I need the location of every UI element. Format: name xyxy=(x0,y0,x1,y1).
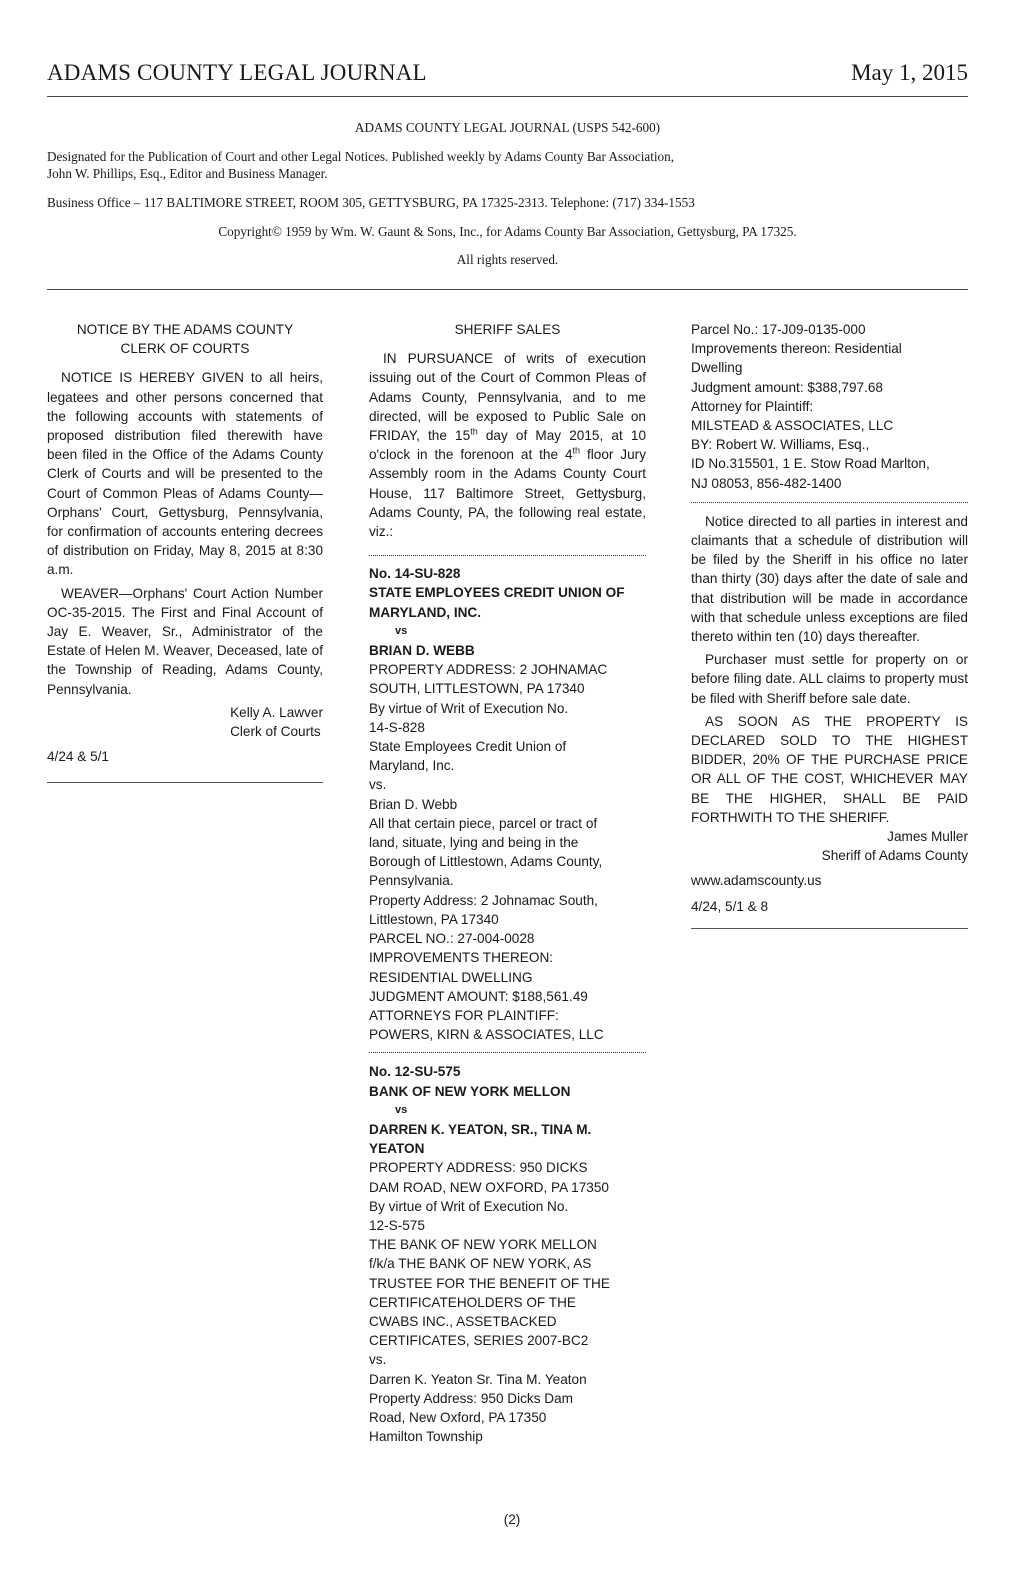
intro-part-a: IN PURSUANCE of writs of execution issuing out of the Court of Common Pleas of Adams County, Pennsylvania, and to me directed, will be exposed to Public Sale on FRIDAY, the 15 xyxy=(369,351,646,444)
detail-line: By virtue of Writ of Execution No. xyxy=(369,700,569,716)
intro-part-b: day of May 2015, at 10 o'clock in the forenoon at the 4 xyxy=(369,428,647,463)
intro-sup-1: th xyxy=(470,426,478,437)
clerk-signer-name: Kelly A. Lawver xyxy=(230,704,323,720)
detail-line: Dwelling xyxy=(691,360,743,376)
publication-title-line: ADAMS COUNTY LEGAL JOURNAL (USPS 542-600) xyxy=(354,120,661,135)
detail-line: BY: Robert W. Williams, Esq., xyxy=(691,437,870,453)
detail-line: RESIDENTIAL DWELLING xyxy=(369,969,533,985)
clerk-notice-column xyxy=(47,320,323,783)
county-website: www.adamscounty.us xyxy=(691,873,822,889)
clerk-end-rule xyxy=(47,782,323,783)
case-vs: vs xyxy=(395,624,408,637)
case-details-continued xyxy=(691,320,968,493)
clerk-signature xyxy=(47,703,323,741)
page-number: (2) xyxy=(503,1512,521,1527)
detail-line: Pennsylvania. xyxy=(369,873,454,889)
clerk-signer-title: Clerk of Courts xyxy=(230,724,321,740)
case-defendant: DARREN K. YEATON, SR., TINA M. YEATON xyxy=(369,1121,592,1157)
detail-line: State Employees Credit Union of xyxy=(369,739,567,755)
sheriff-sales-continued-column xyxy=(691,320,968,929)
copyright: Copyright© 1959 by Wm. W. Gaunt & Sons, Inc., for Adams County Bar Association, Gettysburg, PA 17325. xyxy=(218,224,797,239)
clerk-notice-heading: NOTICE BY THE ADAMS COUNTY CLERK OF COURTS xyxy=(76,322,294,357)
rights-reserved: All rights reserved. xyxy=(456,252,559,267)
sheriff-sales-heading: SHERIFF SALES xyxy=(454,322,561,337)
sheriff-sales-column xyxy=(369,320,646,1446)
detail-line: PROPERTY ADDRESS: 2 JOHNAMAC xyxy=(369,662,608,678)
separator-dots xyxy=(691,502,968,503)
sheriff-signer-name: James Muller xyxy=(887,829,968,845)
case-14-su-828 xyxy=(369,564,646,1044)
business-office: Business Office – 117 BALTIMORE STREET, ROOM 305, GETTYSBURG, PA 17325-2313. Telephone: (717) 334-1553 xyxy=(47,195,695,210)
case-plaintiff: BANK OF NEW YORK MELLON xyxy=(369,1083,571,1099)
clerk-notice-dates: 4/24 & 5/1 xyxy=(47,749,109,765)
publication-info xyxy=(47,119,968,268)
detail-line: Road, New Oxford, PA 17350 xyxy=(369,1409,547,1425)
weaver-account: WEAVER—Orphans' Court Action Number OC-35-2015. The First and Final Account of Jay E. Weaver, Sr., Administrator of the Estate of Helen M. Weaver, Deceased, late of the Township of Reading, Adams County, Pennsylvania. xyxy=(47,585,323,697)
detail-line: By virtue of Writ of Execution No. xyxy=(369,1198,569,1214)
case-defendant: BRIAN D. WEBB xyxy=(369,643,475,659)
detail-line: vs. xyxy=(369,1352,387,1368)
case-details xyxy=(369,1158,646,1446)
detail-line: CERTIFICATEHOLDERS OF THE xyxy=(369,1294,576,1310)
sheriff-sales-intro xyxy=(369,349,646,541)
detail-line: ATTORNEYS FOR PLAINTIFF: xyxy=(369,1007,559,1023)
detail-line: Brian D. Webb xyxy=(369,796,458,812)
sold-notice: AS SOON AS THE PROPERTY IS DECLARED SOLD TO THE HIGHEST BIDDER, 20% OF THE PURCHASE PRICE OR ALL OF THE COST, WHICHEVER MAY BE THE HIGHER, SHALL BE PAID FORTHWITH TO THE SHERIFF. xyxy=(691,713,968,825)
detail-line: IMPROVEMENTS THEREON: xyxy=(369,950,554,966)
detail-line: Improvements thereon: Residential xyxy=(691,341,902,357)
separator-dots xyxy=(369,555,646,556)
detail-line: Judgment amount: $388,797.68 xyxy=(691,379,883,395)
detail-line: MILSTEAD & ASSOCIATES, LLC xyxy=(691,418,894,434)
detail-line: All that certain piece, parcel or tract of xyxy=(369,815,598,831)
detail-line: vs. xyxy=(369,777,387,793)
case-12-su-575 xyxy=(369,1062,646,1446)
case-plaintiff: STATE EMPLOYEES CREDIT UNION OF MARYLAND, INC. xyxy=(369,585,625,620)
case-number: No. 14-SU-828 xyxy=(369,566,461,582)
detail-line: SOUTH, LITTLESTOWN, PA 17340 xyxy=(369,681,585,697)
detail-line: DAM ROAD, NEW OXFORD, PA 17350 xyxy=(369,1179,609,1195)
detail-line: POWERS, KIRN & ASSOCIATES, LLC xyxy=(369,1027,604,1043)
detail-line: Property Address: 2 Johnamac South, xyxy=(369,892,598,908)
separator-dots xyxy=(369,1052,646,1053)
distribution-notice: Notice directed to all parties in interest and claimants that a schedule of distribution will be filed by the Sheriff in his office no later than thirty (30) days after the date of sale and that distribution will be made in accordance with that schedule unless exceptions are filed thereto within ten (10) days thereafter. xyxy=(691,513,968,645)
case-details xyxy=(369,660,646,1044)
designated-line-1: Designated for the Publication of Court and other Legal Notices. Published weekly by Adams County Bar Association, xyxy=(47,149,675,164)
detail-line: Hamilton Township xyxy=(369,1429,483,1445)
detail-line: Darren K. Yeaton Sr. Tina M. Yeaton xyxy=(369,1371,587,1387)
detail-line: 14-S-828 xyxy=(369,719,425,735)
clerk-notice-body: NOTICE IS HEREBY GIVEN to all heirs, legatees and other persons concerned that the following accounts with statements of proposed distribution filed therewith have been filed in the Office of the Adams County Clerk of Courts and will be presented to the Court of Common Pleas of Adams County—Orphans' Court, Gettysburg, Pennsylvania, for confirmation of accounts entering decrees of distribution on Friday, May 8, 2015 at 8:30 a.m. xyxy=(47,370,323,578)
detail-line: ID No.315501, 1 E. Stow Road Marlton, xyxy=(691,456,930,472)
designated-line-2: John W. Phillips, Esq., Editor and Business Manager. xyxy=(47,166,328,181)
detail-line: Maryland, Inc. xyxy=(369,758,455,774)
detail-line: Borough of Littlestown, Adams County, xyxy=(369,854,603,870)
purchaser-notice: Purchaser must settle for property on or before filing date. ALL claims to property must be filed with Sheriff before sale date. xyxy=(691,652,968,706)
detail-line: CWABS INC., ASSETBACKED xyxy=(369,1313,557,1329)
journal-title: ADAMS COUNTY LEGAL JOURNAL xyxy=(47,60,427,85)
detail-line: Attorney for Plaintiff: xyxy=(691,398,814,414)
issue-date: May 1, 2015 xyxy=(851,60,968,85)
case-number: No. 12-SU-575 xyxy=(369,1064,461,1080)
detail-line: f/k/a THE BANK OF NEW YORK, AS xyxy=(369,1256,592,1272)
sheriff-end-rule xyxy=(691,928,968,929)
detail-line: PARCEL NO.: 27-004-0028 xyxy=(369,931,535,947)
detail-line: JUDGMENT AMOUNT: $188,561.49 xyxy=(369,988,588,1004)
intro-sup-2: th xyxy=(572,445,581,456)
detail-line: 12-S-575 xyxy=(369,1217,425,1233)
detail-line: land, situate, lying and being in the xyxy=(369,835,579,851)
detail-line: TRUSTEE FOR THE BENEFIT OF THE xyxy=(369,1275,610,1291)
sheriff-sales-dates: 4/24, 5/1 & 8 xyxy=(691,898,769,914)
sheriff-signer-title: Sheriff of Adams County xyxy=(821,848,968,864)
masthead xyxy=(47,58,968,97)
detail-line: PROPERTY ADDRESS: 950 DICKS xyxy=(369,1160,588,1176)
detail-line: Property Address: 950 Dicks Dam xyxy=(369,1390,573,1406)
detail-line: NJ 08053, 856-482-1400 xyxy=(691,475,842,491)
detail-line: Parcel No.: 17-J09-0135-000 xyxy=(691,322,866,337)
detail-line: CERTIFICATES, SERIES 2007-BC2 xyxy=(369,1333,589,1349)
detail-line: THE BANK OF NEW YORK MELLON xyxy=(369,1237,597,1253)
intro-part-c: floor Jury Assembly room in the Adams County Court House, 117 Baltimore Street, Gettysburg, Adams County, PA, the following real estate, viz.: xyxy=(369,447,646,540)
header-rule xyxy=(47,289,968,290)
case-vs: vs xyxy=(395,1103,408,1116)
detail-line: Littlestown, PA 17340 xyxy=(369,911,499,927)
